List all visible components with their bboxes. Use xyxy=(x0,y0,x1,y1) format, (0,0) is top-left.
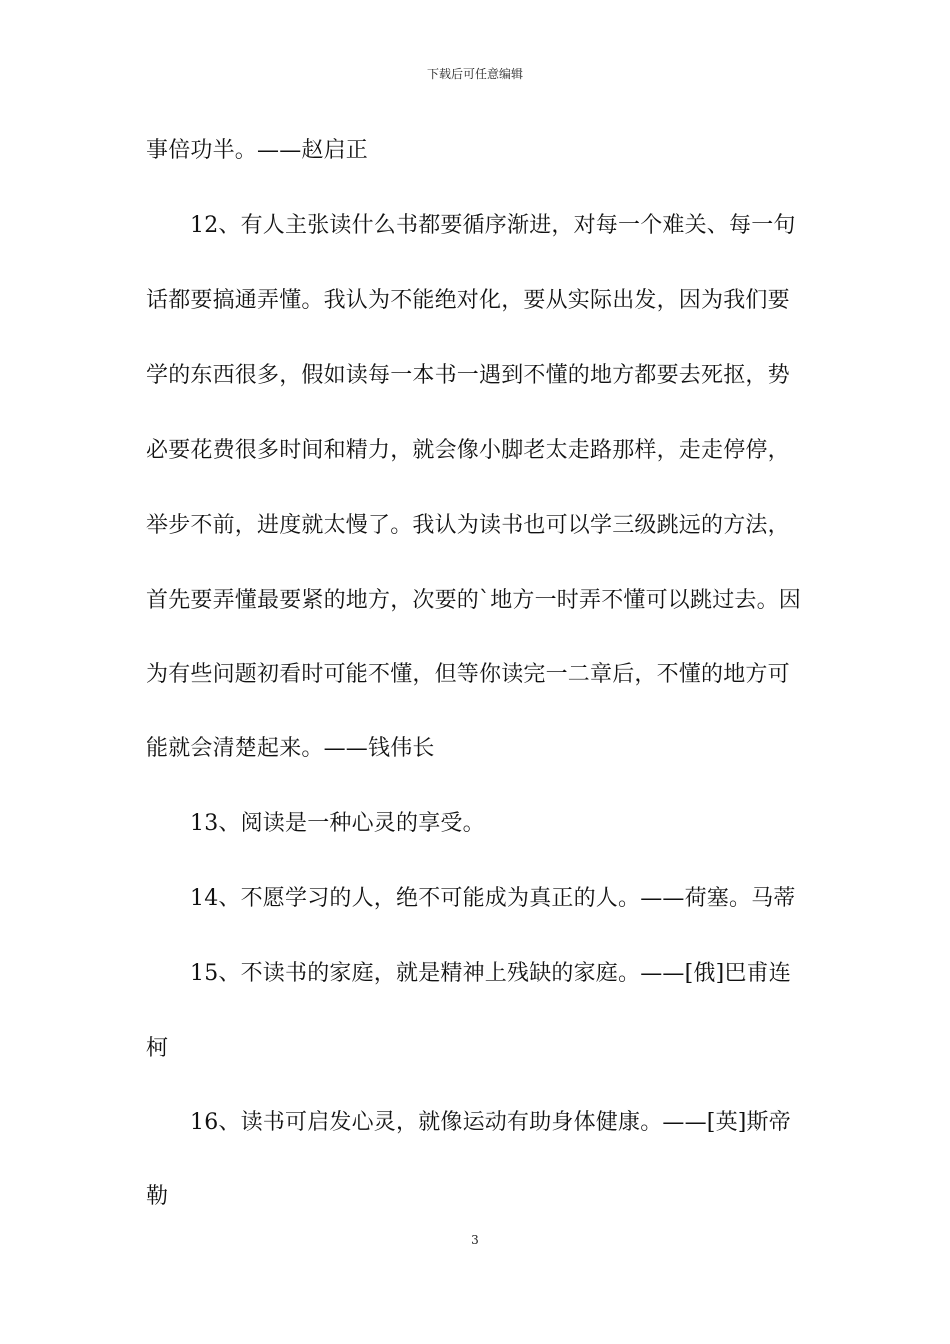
text-line: 举步不前，进度就太慢了。我认为读书也可以学三级跳远的方法， xyxy=(146,513,790,538)
text-line: 勒 xyxy=(146,1184,169,1209)
text-line: 柯 xyxy=(146,1036,169,1061)
text-line: 能就会清楚起来。——钱伟长 xyxy=(146,736,435,761)
page-header: 下载后可任意编辑 xyxy=(426,67,523,81)
text-line: 话都要搞通弄懂。我认为不能绝对化，要从实际出发，因为我们要 xyxy=(146,288,790,313)
page-number: 3 xyxy=(471,1233,479,1247)
text-line: 事倍功半。——赵启正 xyxy=(146,138,369,163)
text-line: 15、不读书的家庭，就是精神上残缺的家庭。——[俄]巴甫连 xyxy=(190,961,791,986)
text-line: 13、阅读是一种心灵的享受。 xyxy=(190,811,485,836)
text-line: 14、不愿学习的人，绝不可能成为真正的人。——荷塞。马蒂 xyxy=(190,886,796,911)
text-line: 学的东西很多，假如读每一本书一遇到不懂的地方都要去死抠，势 xyxy=(146,363,790,388)
text-line: 为有些问题初看时可能不懂，但等你读完一二章后，不懂的地方可 xyxy=(146,662,790,687)
text-line: 16、读书可启发心灵，就像运动有助身体健康。——[英]斯帝 xyxy=(190,1110,791,1135)
text-line: 首先要弄懂最要紧的地方，次要的`地方一时弄不懂可以跳过去。因 xyxy=(146,588,802,613)
text-line: 必要花费很多时间和精力，就会像小脚老太走路那样，走走停停， xyxy=(146,438,790,463)
text-line: 12、有人主张读什么书都要循序渐进，对每一个难关、每一句 xyxy=(190,213,796,238)
